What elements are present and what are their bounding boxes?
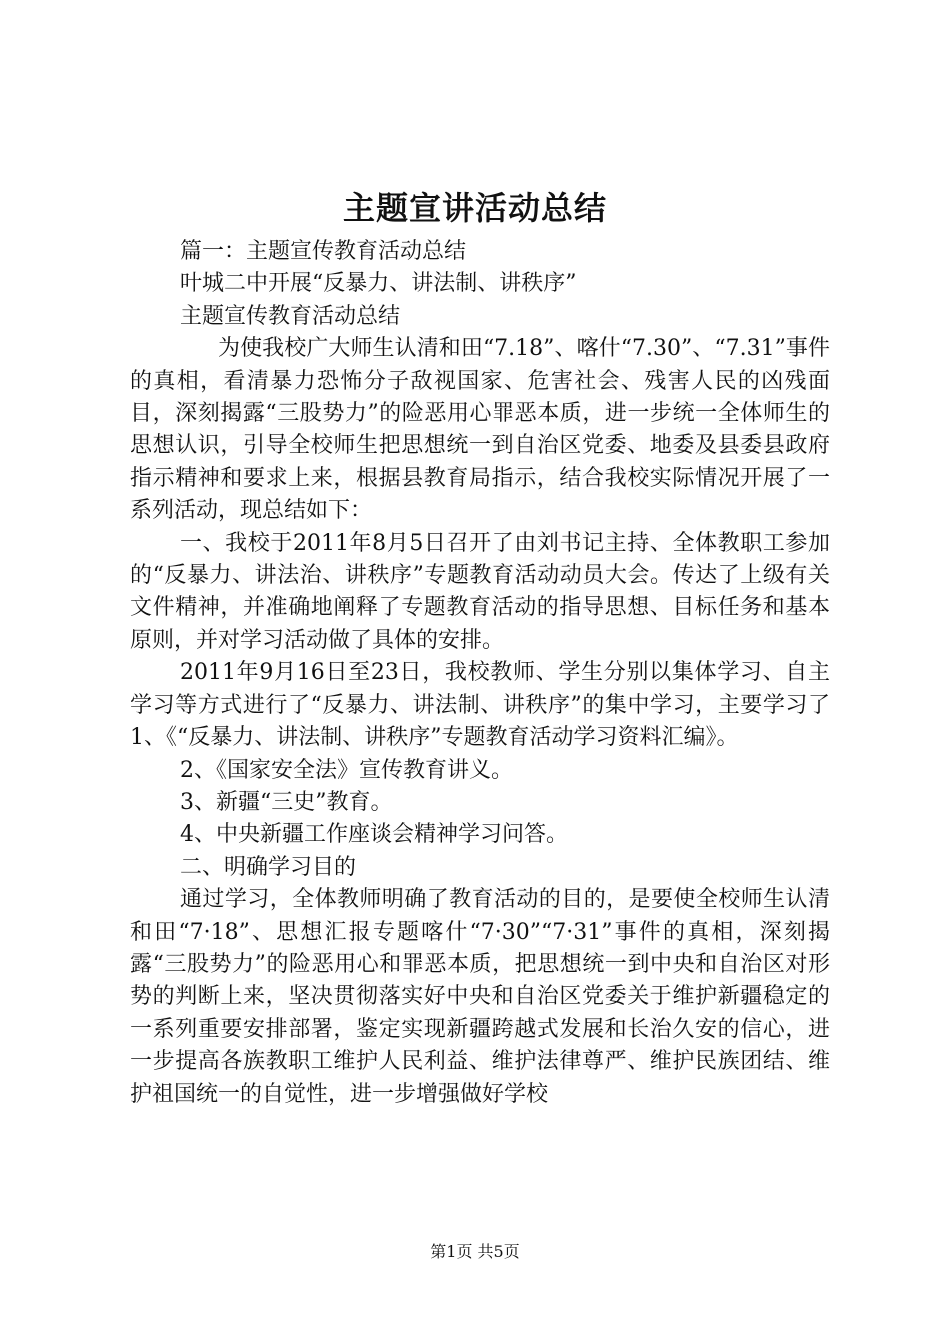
paragraph-point-1: 一、我校于2011年8月5日召开了由刘书记主持、全体教职工参加的“反暴力、讲法治、讲秩序”专题教育活动动员大会。传达了上级有关文件精神，并准确地阐释了专题教育活动的指导思想、目标任务和基本原则，并对学习活动做了具体的安排。 xyxy=(130,530,830,653)
paragraph-study-period: 2011年9月16日至23日，我校教师、学生分别以集体学习、自主学习等方式进行了“反暴力、讲法制、讲秩序”的集中学习，主要学习了1、《“反暴力、讲法制、讲秩序”专题教育活动学习资料汇编》。 xyxy=(130,660,830,751)
article-heading-line-1: 叶城二中开展“反暴力、讲法制、讲秩序” xyxy=(180,271,577,297)
document-title: 主题宣讲活动总结 xyxy=(342,189,607,227)
article-heading-line-2: 主题宣传教育活动总结 xyxy=(180,303,401,329)
paragraph-intro: 为使我校广大师生认清和田“7.18”、喀什“7.30”、“7.31”事件的真相，看清暴力恐怖分子敌视国家、危害社会、残害人民的凶残面目，深刻揭露“三股势力”的险恶用心罪恶本质，进一步统一全体师生的思想认识，引导全校师生把思想统一到自治区党委、地委及县委县政府指示精神和要求上来，根据县教育局指示，结合我校实际情况开展了一系列活动，现总结如下： xyxy=(130,336,830,524)
study-item-3: 3、新疆“三史”教育。 xyxy=(180,789,393,815)
section-heading-2: 二、明确学习目的 xyxy=(180,854,357,880)
study-item-2: 2、《国家安全法》宣传教育讲义。 xyxy=(180,757,513,783)
study-item-4: 4、中央新疆工作座谈会精神学习问答。 xyxy=(180,822,568,848)
section-heading-1: 篇一：主题宣传教育活动总结 xyxy=(180,239,467,264)
page-number: 第1页 共5页 xyxy=(430,1242,520,1261)
paragraph-study-purpose: 通过学习，全体教师明确了教育活动的目的，是要使全校师生认清和田“7·18”、思想汇报专题喀什“7·30”“7·31”事件的真相，深刻揭露“三股势力”的险恶用心和罪恶本质，把思想统一到中央和自治区对形势的判断上来，坚决贯彻落实好中央和自治区党委关于维护新疆稳定的一系列重要安排部署，鉴定实现新疆跨越式发展和长治久安的信心，进一步提高各族教职工维护人民利益、维护法律尊严、维护民族团结、维护祖国统一的自觉性，进一步增强做好学校 xyxy=(130,887,830,1107)
document-body xyxy=(130,236,830,1111)
